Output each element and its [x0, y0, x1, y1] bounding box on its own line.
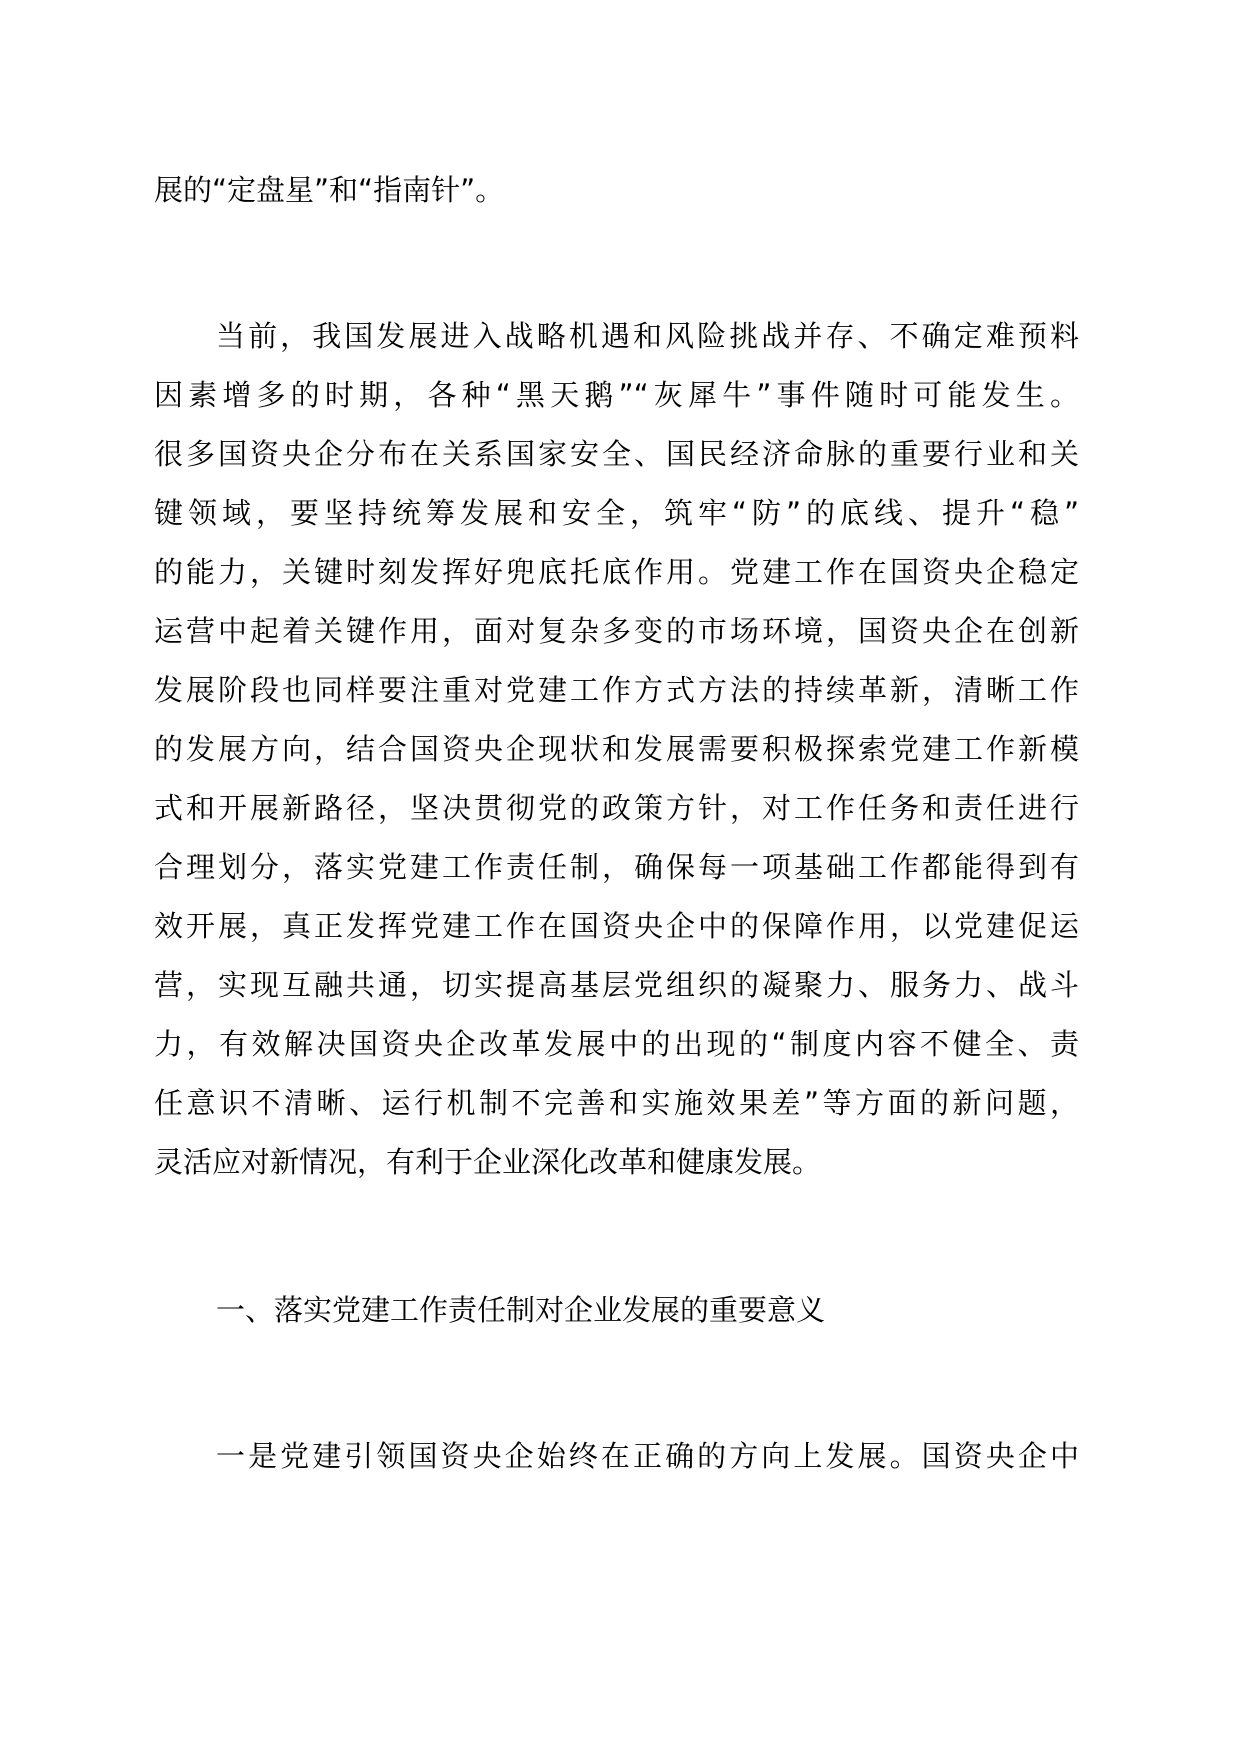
section-heading: 一、落实党建工作责任制对企业发展的重要意义 — [216, 1293, 826, 1327]
paragraph-line: 发展阶段也同样要注重对党建工作方式方法的持续革新，清晰工作 — [154, 673, 1079, 707]
paragraph-line: 效开展，真正发挥党建工作在国资央企中的保障作用，以党建促运 — [154, 909, 1079, 943]
paragraph-line: 式和开展新路径，坚决贯彻党的政策方针，对工作任务和责任进行 — [154, 791, 1079, 825]
paragraph-last-line: 灵活应对新情况，有利于企业深化改革和健康发展。 — [154, 1145, 822, 1179]
paragraph-line: 营，实现互融共通，切实提高基层党组织的凝聚力、服务力、战斗 — [154, 968, 1079, 1002]
paragraph-line: 运营中起着关键作用，面对复杂多变的市场环境，国资央企在创新 — [154, 614, 1079, 648]
paragraph-line: 键领域，要坚持统筹发展和安全，筑牢“防”的底线、提升“稳” — [154, 496, 1079, 530]
paragraph-line: 一是党建引领国资央企始终在正确的方向上发展。国资央企中 — [216, 1439, 1079, 1473]
paragraph-line: 因素增多的时期，各种“黑天鹅”“灰犀牛”事件随时可能发生。 — [154, 378, 1079, 412]
paragraph-line: 任意识不清晰、运行机制不完善和实施效果差”等方面的新问题， — [154, 1086, 1079, 1120]
paragraph-line: 的发展方向，结合国资央企现状和发展需要积极探索党建工作新模 — [154, 732, 1079, 766]
paragraph-line: 的能力，关键时刻发挥好兜底托底作用。党建工作在国资央企稳定 — [154, 555, 1079, 589]
continuation-line: 展的“定盘星”和“指南针”。 — [154, 173, 505, 207]
paragraph-line: 力，有效解决国资央企改革发展中的出现的“制度内容不健全、责 — [154, 1027, 1079, 1061]
paragraph-line: 合理划分，落实党建工作责任制，确保每一项基础工作都能得到有 — [154, 850, 1079, 884]
paragraph-line: 很多国资央企分布在关系国家安全、国民经济命脉的重要行业和关 — [154, 437, 1079, 471]
paragraph-line: 当前，我国发展进入战略机遇和风险挑战并存、不确定难预料 — [216, 319, 1079, 353]
